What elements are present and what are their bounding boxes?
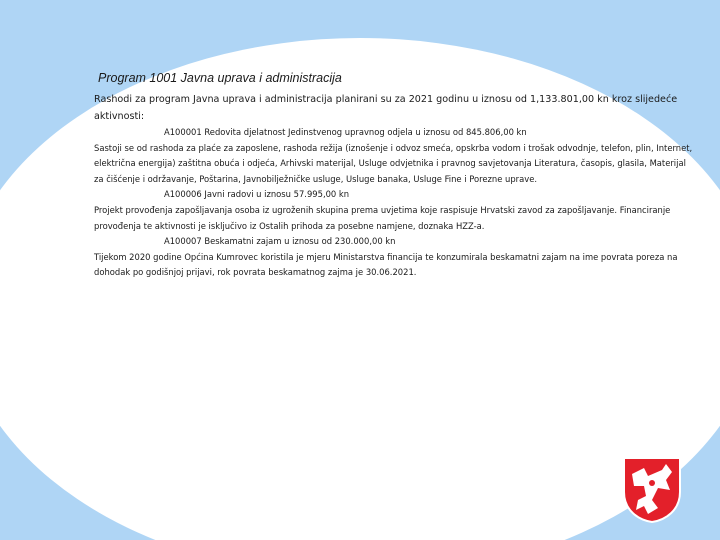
municipal-coat-of-arms-icon <box>622 456 682 524</box>
activity-heading: A100007 Beskamatni zajam u iznosu od 230.000,00 kn <box>164 236 396 247</box>
activity-description: Sastoji se od rashoda za plaće za zaposlene, rashoda režija (iznošenje i odvoz smeća, opskrba vodom i trošak odvodnje, telefon, plin, Internet, električna energija) zaštitna obuća i odjeća, Arhivski materijal, Usluge odvjetnika i pravnog savjetovanja Literatura, časopis, glasila, Materijal za čišćenje i održavanje, Poštarina, Javnobilježničke usluge, Usluge banaka, Usluge Fine i Porezne uprave. <box>94 142 693 184</box>
activity-heading: A100006 Javni radovi u iznosu 57.995,00 kn <box>164 189 350 200</box>
activity-heading: A100001 Redovita djelatnost Jedinstvenog upravnog odjela u iznosu od 845.806,00 kn <box>164 127 527 137</box>
activity-description: Tijekom 2020 godine Općina Kumrovec koristila je mjeru Ministarstva financija te konzumirala beskamatni zajam na ime povrata poreza na dohodak po godišnjoj prijavi, rok povrata beskamatnog zajma je 30.06.2021. <box>94 251 678 278</box>
document-content <box>94 70 694 281</box>
program-title: Program 1001 Javna uprava i administracija <box>98 71 342 85</box>
program-intro: Rashodi za program Javna uprava i administracija planirani su za 2021 godinu u iznosu od 1,133.801,00 kn kroz slijedeće aktivnosti: <box>94 94 678 122</box>
activity-description: Projekt provođenja zapošljavanja osoba iz ugroženih skupina prema uvjetima koje raspisuje Hrvatski zavod za zapošljavanje. Financiranje provođenja te aktivnosti je isključivo iz Ostalih prihoda za posebne namjene, doznaka HZZ-a. <box>94 204 671 231</box>
